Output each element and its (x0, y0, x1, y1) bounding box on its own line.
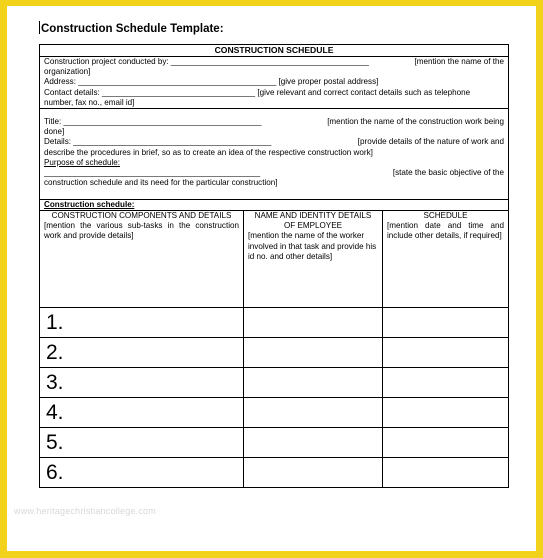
purpose-hint: [state the basic objective of the (392, 168, 505, 178)
row-number: 6. (40, 458, 244, 488)
employee-cell[interactable] (244, 308, 383, 338)
column-schedule (383, 211, 509, 308)
column-header: SCHEDULE (423, 211, 468, 221)
schedule-cell[interactable] (383, 308, 509, 338)
employee-cell[interactable] (244, 428, 383, 458)
purpose-label: Purpose of schedule: (44, 157, 121, 167)
column-description: [mention the name of the worker involved in that task and provide his id no. and other details] (248, 231, 377, 261)
row-number: 1. (40, 308, 244, 338)
schedule-cell[interactable] (383, 338, 509, 368)
row-number: 4. (40, 398, 244, 428)
column-description: [mention date and time and include other details, if required] (387, 221, 505, 241)
schedule-cell[interactable] (383, 428, 509, 458)
row-number: 2. (40, 338, 244, 368)
address-label: Address: ____________________________________________ (44, 77, 277, 87)
employee-cell[interactable] (244, 338, 383, 368)
table-row (40, 308, 509, 338)
schedule-cell[interactable] (383, 458, 509, 488)
document-title: Construction Schedule Template: (41, 23, 224, 35)
column-employee (244, 211, 383, 308)
contact-label: Contact details: __________________________________ (44, 87, 256, 97)
purpose-hint-cont: construction schedule and its need for the particular construction] (44, 178, 278, 188)
schedule-cell[interactable] (383, 368, 509, 398)
table-row (40, 428, 509, 458)
details-hint: [provide details of the nature of work and (357, 137, 505, 147)
work-title-hint-cont: done] (44, 127, 65, 137)
text-cursor (39, 21, 40, 34)
row-number: 5. (40, 428, 244, 458)
details-hint-cont: describe the procedures in brief, so as to create an idea of the respective construction work] (44, 147, 373, 157)
row-number: 3. (40, 368, 244, 398)
project-hint: [mention the name of the (414, 57, 505, 66)
schedule-cell[interactable] (383, 398, 509, 428)
work-title-hint: [mention the name of the construction work being (327, 117, 505, 127)
table-row (40, 458, 509, 488)
column-header: NAME AND IDENTITY DETAILS OF EMPLOYEE (254, 211, 372, 231)
construction-schedule-table (39, 44, 509, 488)
schedule-section-label: Construction schedule: (40, 200, 509, 211)
contact-hint-cont: number, fax no., email id] (44, 97, 135, 107)
table-title: CONSTRUCTION SCHEDULE (40, 45, 509, 57)
employee-cell[interactable] (244, 398, 383, 428)
table-row (40, 398, 509, 428)
column-description: [mention the various sub-tasks in the construction work and provide details] (44, 221, 239, 241)
table-row (40, 368, 509, 398)
project-label: Construction project conducted by: ____________________________________________ (44, 57, 369, 66)
column-header: CONSTRUCTION COMPONENTS AND DETAILS (51, 211, 232, 221)
details-label: Details: ____________________________________________ (44, 137, 272, 147)
address-hint: [give proper postal address] (278, 77, 379, 87)
project-hint-cont: organization] (44, 67, 91, 77)
column-components (40, 211, 244, 308)
employee-cell[interactable] (244, 368, 383, 398)
work-info-block (40, 109, 509, 200)
purpose-line: ________________________________________________ (44, 168, 261, 178)
watermark-text: www.heritagechristiancollege.com (14, 506, 156, 516)
project-info-block (40, 57, 509, 109)
work-title-label: Title: ____________________________________________ (44, 117, 262, 127)
contact-hint: [give relevant and correct contact details such as telephone (257, 87, 471, 97)
table-row (40, 338, 509, 368)
employee-cell[interactable] (244, 458, 383, 488)
